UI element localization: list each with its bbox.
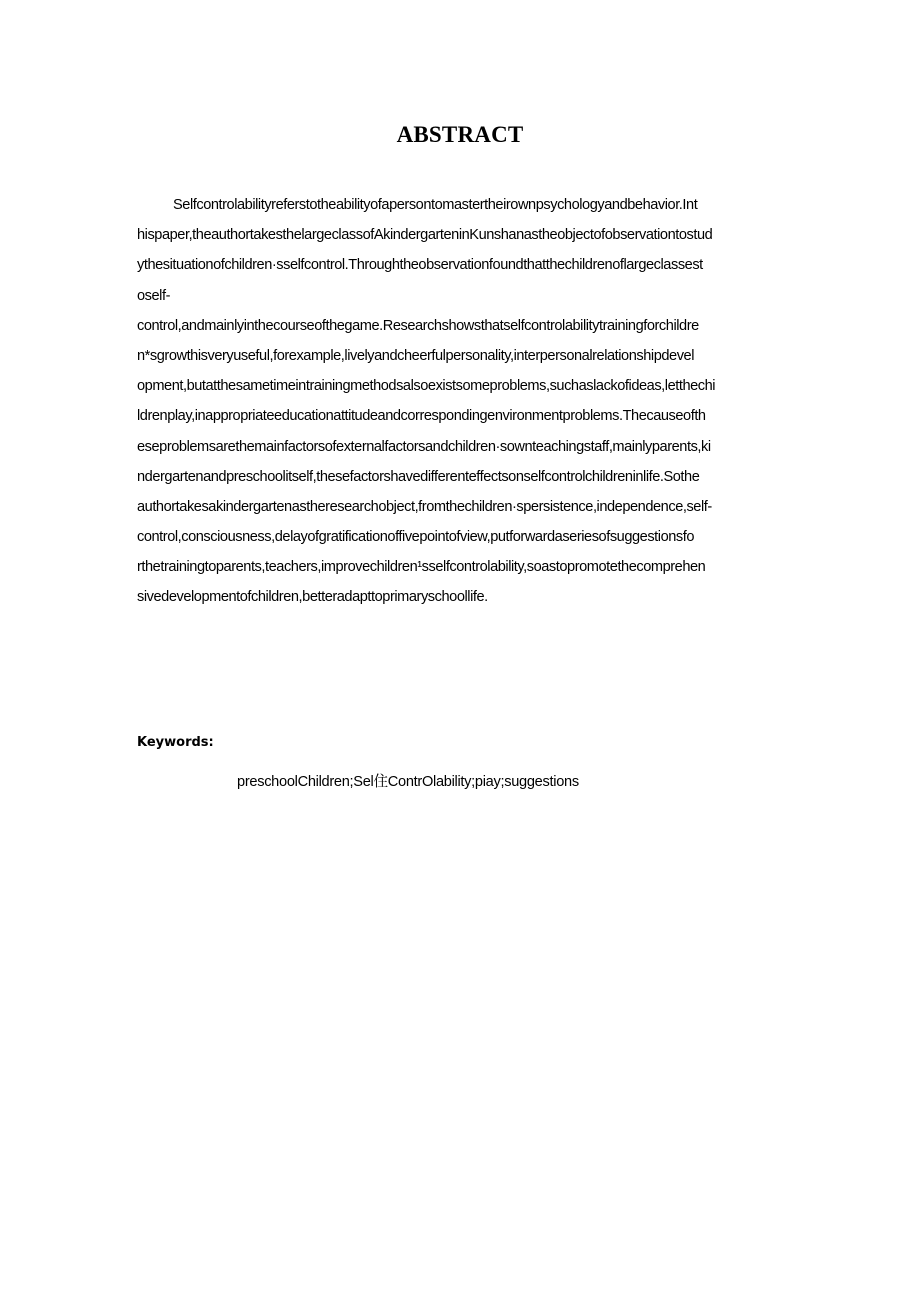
abstract-line: rthetrainingtoparents,teachers,improvechildren¹sselfcontrolability,soastopromotethecomprehen bbox=[137, 559, 706, 576]
abstract-title: ABSTRACT bbox=[396, 122, 524, 147]
abstract-line: eseproblemsarethemainfactorsofexternalfactorsandchildren·sownteachingstaff,mainlyparents,ki bbox=[137, 438, 711, 455]
abstract-line: authortakesakindergartenastheresearchobject,fromthechildren·spersistence,independence,self- bbox=[137, 498, 712, 515]
abstract-line: Selfcontrolabilityreferstotheabilityofapersontomastertheirownpsychologyandbehavior.Int bbox=[173, 197, 698, 213]
abstract-line: ndergartenandpreschoolitself,thesefactorshavedifferenteffectsonselfcontrolchildreninlife.Sothe bbox=[137, 468, 700, 485]
keywords-text: preschoolChildren;Sel住ContrOlability;piay;suggestions bbox=[237, 774, 579, 790]
abstract-line: control,consciousness,delayofgratificationoffivepointofview,putforwardaseriesofsuggestionsfo bbox=[137, 529, 695, 546]
abstract-line: n*sgrowthisveryuseful,forexample,livelyandcheerfulpersonality,interpersonalrelationshipdevel bbox=[137, 347, 694, 364]
keywords-heading: Keywords: bbox=[137, 735, 214, 750]
abstract-line: opment,butatthesametimeintrainingmethodsalsoexistsomeproblems,suchaslackofideas,letthechi bbox=[137, 378, 716, 395]
abstract-body bbox=[137, 190, 787, 613]
abstract-line: ythesituationofchildren·sselfcontrol.Throughtheobservationfoundthatthechildrenoflargeclassest bbox=[137, 257, 703, 274]
abstract-line: hispaper,theauthortakesthelargeclassofAkindergarteninKunshanastheobjectofobservationtostud bbox=[137, 227, 713, 244]
abstract-line: control,andmainlyinthecourseofthegame.Researchshowsthatselfcontrolabilitytrainingforchildre bbox=[137, 317, 699, 334]
abstract-line: ldrenplay,inappropriateeducationattitudeandcorrespondingenvironmentproblems.Thecauseofth bbox=[137, 408, 706, 425]
abstract-line: oself- bbox=[137, 287, 170, 304]
abstract-line: sivedevelopmentofchildren,betteradapttoprimaryschoollife. bbox=[137, 589, 488, 606]
